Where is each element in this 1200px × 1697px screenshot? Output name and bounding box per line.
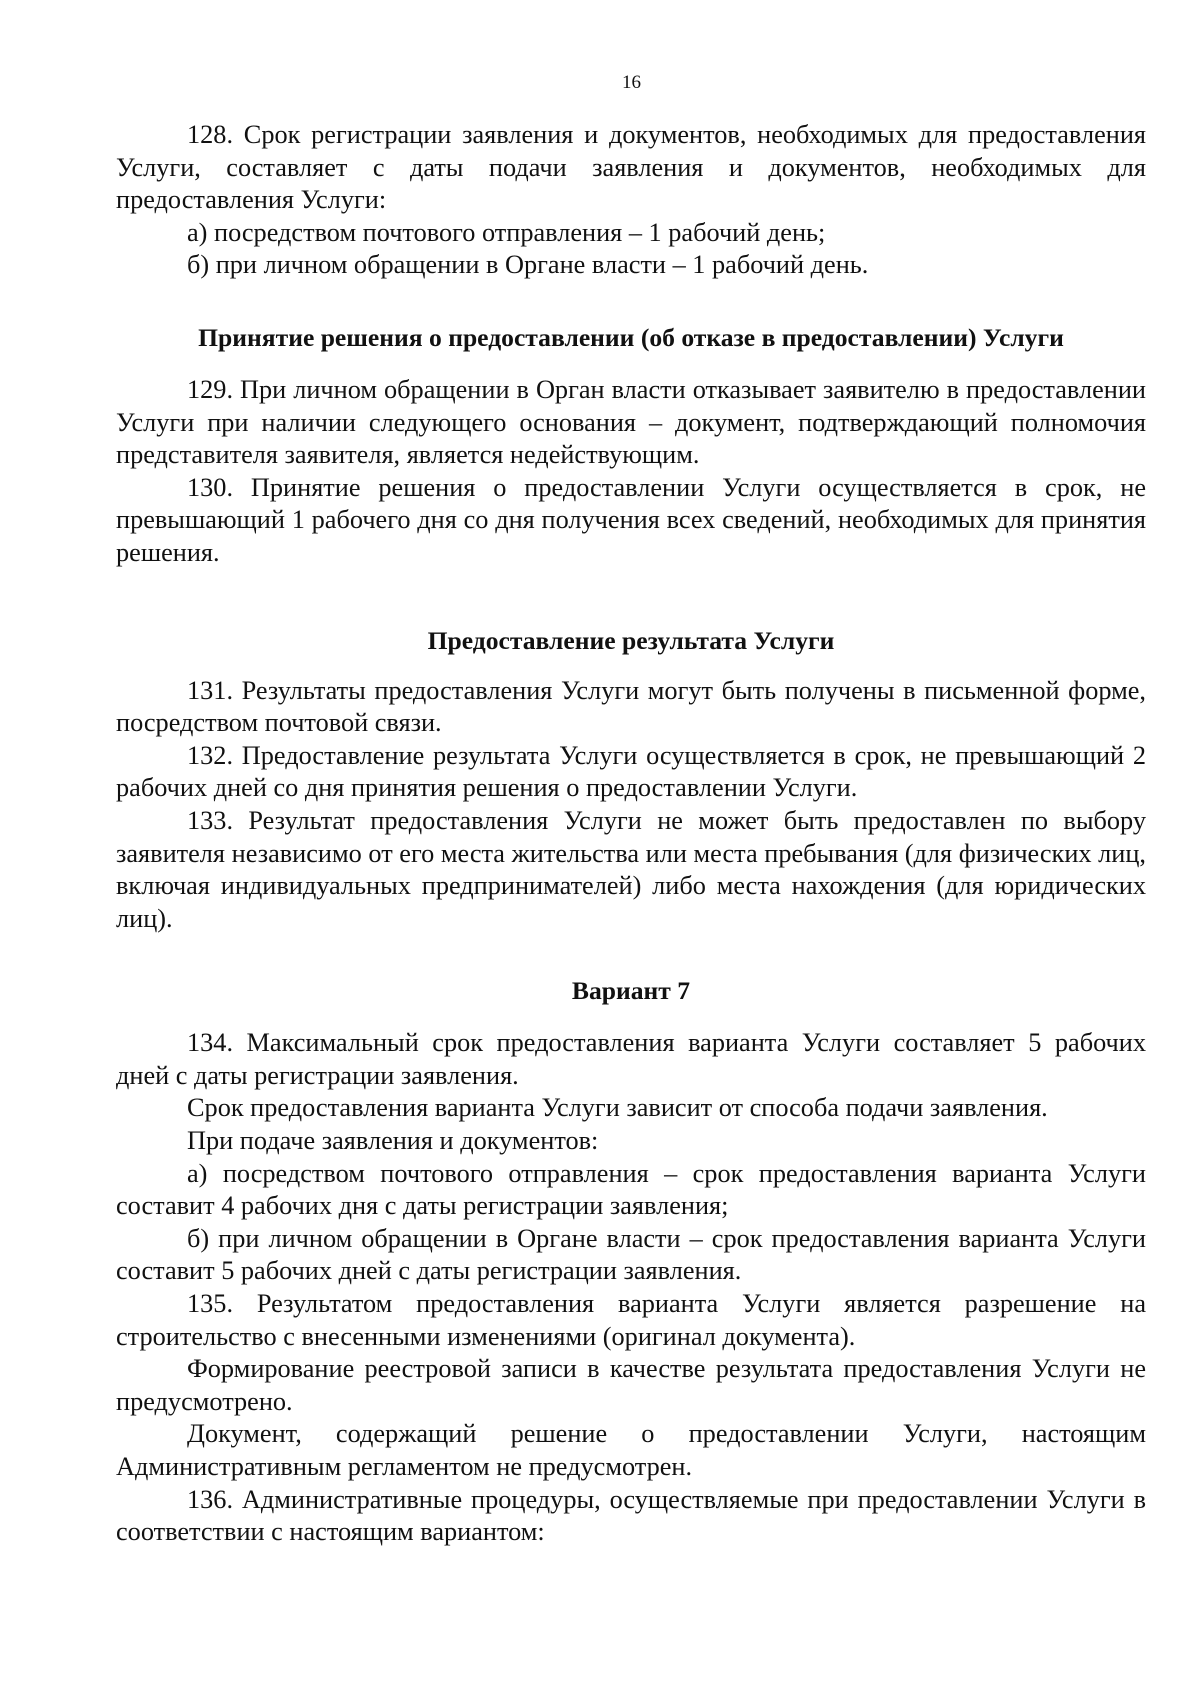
paragraph-term-depends: Срок предоставления варианта Услуги зависит от способа подачи заявления. [187, 1093, 1048, 1123]
section-heading-decision: Принятие решения о предоставлении (об отказе в предоставлении) Услуги [198, 322, 1064, 352]
document-body [116, 119, 1146, 1549]
section-heading-variant-7: Вариант 7 [571, 976, 691, 1006]
list-item-a: а) посредством почтового отправления – 1 рабочий день; [187, 217, 826, 247]
paragraph-134: 134. Максимальный срок предоставления варианта Услуги составляет 5 рабочих дней с даты регистрации заявления. [116, 1028, 1146, 1090]
paragraph-136: 136. Административные процедуры, осуществляемые при предоставлении Услуги в соответствии с настоящим вариантом: [116, 1484, 1146, 1547]
paragraph-135: 135. Результатом предоставления варианта Услуги является разрешение на строительство с внесенными изменениями (оригинал документа). [116, 1289, 1146, 1351]
paragraph-132: 132. Предоставление результата Услуги осуществляется в срок, не превышающий 2 рабочих дней со дня принятия решения о предоставлении Услуги. [116, 740, 1146, 803]
list-item-b-personal: б) при личном обращении в Органе власти – срок предоставления варианта Услуги составит 5 рабочих дней с даты регистрации заявления. [116, 1223, 1146, 1286]
list-item-a-postal: а) посредством почтового отправления – срок предоставления варианта Услуги составит 4 рабочих дня с даты регистрации заявления; [116, 1158, 1146, 1221]
list-item-b: б) при личном обращении в Органе власти – 1 рабочий день. [187, 250, 869, 280]
paragraph-decision-document: Документ, содержащий решение о предоставлении Услуги, настоящим Административным регламентом не предусмотрен. [116, 1419, 1146, 1481]
paragraph-submission: При подаче заявления и документов: [187, 1126, 599, 1156]
paragraph-131: 131. Результаты предоставления Услуги могут быть получены в письменной форме, посредством почтовой связи. [116, 675, 1146, 738]
section-heading-result: Предоставление результата Услуги [427, 625, 835, 655]
paragraph-133: 133. Результат предоставления Услуги не может быть предоставлен по выбору заявителя независимо от его места жительства или места пребывания (для физических лиц, включая индивидуальных предпринимателей) либо места нахождения (для юридических лиц). [116, 805, 1146, 933]
page-number: 16 [622, 72, 641, 93]
paragraph-130: 130. Принятие решения о предоставлении Услуги осуществляется в срок, не превышающий 1 рабочего дня со дня получения всех сведений, необходимых для принятия решения. [116, 472, 1146, 567]
paragraph-129: 129. При личном обращении в Орган власти отказывает заявителю в предоставлении Услуги при наличии следующего основания – документ, подтверждающий полномочия представителя заявителя, является недействующим. [116, 374, 1146, 470]
paragraph-registry: Формирование реестровой записи в качестве результата предоставления Услуги не предусмотрено. [116, 1354, 1146, 1416]
paragraph-128: 128. Срок регистрации заявления и документов, необходимых для предоставления Услуги, составляет с даты подачи заявления и документов, необходимых для предоставления Услуги: [116, 120, 1146, 215]
